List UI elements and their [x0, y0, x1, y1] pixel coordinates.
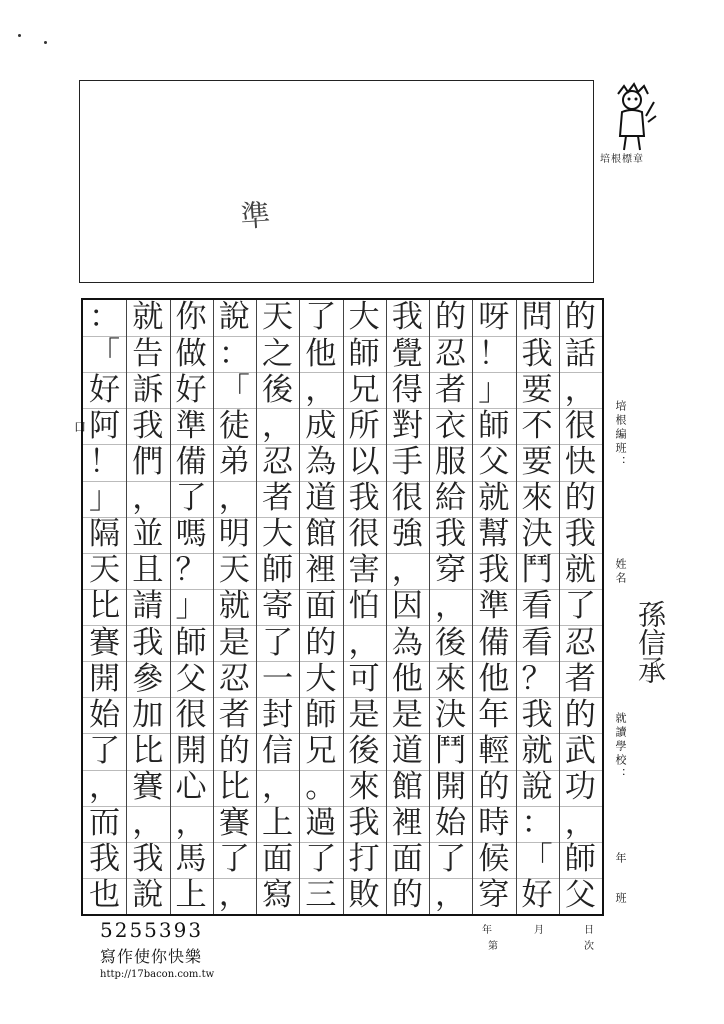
- grid-column: [256, 300, 299, 914]
- grid-character: 就: [564, 552, 596, 589]
- grid-character: 開: [89, 660, 121, 697]
- grid-character: 上: [175, 877, 207, 914]
- grid-character: 後: [262, 371, 294, 408]
- grid-character: 師: [348, 335, 380, 372]
- grid-column-line: [472, 300, 473, 914]
- grid-character: ？: [175, 552, 207, 589]
- grid-character: 很: [391, 480, 423, 517]
- grid-character: 的: [305, 624, 337, 661]
- grid-character: 我: [348, 805, 380, 842]
- grid-character: 請: [132, 588, 164, 625]
- grid-character: 師: [175, 624, 207, 661]
- grid-character: 的: [391, 877, 423, 914]
- grid-column-line: [170, 300, 171, 914]
- grid-character: 來: [435, 660, 467, 697]
- grid-character: ，: [262, 407, 294, 444]
- grid-character: 加: [132, 696, 164, 733]
- grid-character: ，: [218, 480, 250, 517]
- grid-column: [343, 300, 386, 914]
- grid-character: 寫: [262, 877, 294, 914]
- bacon-seal-logo: [608, 82, 658, 154]
- grid-character: ：: [521, 805, 553, 842]
- grid-character: 徒: [218, 407, 250, 444]
- grid-column: [429, 300, 472, 914]
- grid-column-line: [213, 300, 214, 914]
- student-name: 孫信承: [634, 600, 667, 684]
- grid-character: ，: [89, 769, 121, 805]
- grid-character: ，: [391, 552, 423, 589]
- grid-character: 忍: [262, 443, 294, 480]
- grid-character: 好: [175, 371, 207, 408]
- grid-character: 我: [132, 841, 164, 878]
- grid-character: 裡: [391, 805, 423, 842]
- grid-character: ，: [564, 371, 596, 408]
- grid-column: [559, 300, 602, 914]
- grid-character: 者: [262, 480, 294, 517]
- grid-character: 父: [175, 660, 207, 697]
- grid-character: 好: [521, 877, 553, 914]
- grid-character: 賽: [132, 769, 164, 805]
- grid-character: 也: [89, 877, 121, 914]
- grid-character: 怕: [348, 588, 380, 625]
- grid-character: 忍: [564, 624, 596, 661]
- grid-character: 參: [132, 660, 164, 697]
- grid-character: 者: [218, 696, 250, 733]
- grid-character: 因: [391, 588, 423, 625]
- grid-character: 忍: [218, 660, 250, 697]
- grid-character: 的: [564, 299, 596, 336]
- grid-character: ，: [564, 805, 596, 842]
- grid-character: 備: [175, 443, 207, 480]
- grid-character: 我: [564, 516, 596, 553]
- grid-character: 館: [391, 769, 423, 805]
- date-row: [482, 921, 612, 952]
- grid-character: 師: [478, 407, 510, 444]
- grid-character: 隔: [89, 516, 121, 553]
- grid-character: ，: [435, 588, 467, 625]
- grid-character: 了: [175, 480, 207, 517]
- grid-character: 比: [132, 732, 164, 769]
- grid-character: 衣: [435, 407, 467, 444]
- grid-character: 」: [478, 371, 510, 408]
- grid-character: 手: [391, 443, 423, 480]
- grid-column: [213, 300, 256, 914]
- grid-character: 賽: [218, 805, 250, 842]
- paper-speck: [44, 41, 47, 44]
- grid-character: 「: [521, 841, 553, 878]
- grid-character: 的: [218, 732, 250, 769]
- grid-character: ！: [478, 335, 510, 372]
- grid-character: 道: [305, 480, 337, 517]
- grid-character: 「: [218, 371, 250, 408]
- grid-character: 師: [564, 841, 596, 878]
- grid-character: 年: [478, 696, 510, 733]
- grid-character: 服: [435, 443, 467, 480]
- grid-character: 是: [391, 696, 423, 733]
- grid-column: [126, 300, 169, 914]
- grid-character: 要: [521, 443, 553, 480]
- grid-character: 就: [521, 732, 553, 769]
- grid-column-line: [386, 300, 387, 914]
- grid-character: 我: [132, 407, 164, 444]
- manuscript-grid: [81, 298, 604, 916]
- grid-character: 天: [262, 299, 294, 336]
- margin-mark: 口: [74, 420, 87, 434]
- grid-character: 以: [348, 443, 380, 480]
- grid-character: 而: [89, 805, 121, 842]
- grid-character: 得: [391, 371, 423, 408]
- grid-character: 我: [521, 696, 553, 733]
- date-di: 第: [488, 941, 498, 952]
- grid-character: 且: [132, 552, 164, 589]
- grid-character: 兄: [305, 732, 337, 769]
- grid-character: 對: [391, 407, 423, 444]
- grid-character: 來: [348, 769, 380, 805]
- grid-character: 候: [478, 841, 510, 878]
- grid-character: 所: [348, 407, 380, 444]
- grid-character: 給: [435, 480, 467, 517]
- grid-character: 決: [435, 696, 467, 733]
- grid-character: 來: [521, 480, 553, 517]
- grid-character: 明: [218, 516, 250, 553]
- brand-url[interactable]: http://17bacon.com.tw: [100, 969, 215, 980]
- grid-column-line: [126, 300, 127, 914]
- grid-character: 準: [175, 407, 207, 444]
- grid-character: 了: [564, 588, 596, 625]
- grid-character: ，: [305, 371, 337, 408]
- grid-character: 馬: [175, 841, 207, 878]
- grid-character: 賽: [89, 624, 121, 661]
- date-month: 月: [534, 925, 544, 936]
- grid-character: 父: [564, 877, 596, 914]
- grid-character: ，: [132, 480, 164, 517]
- teacher-comment-text: 準: [239, 197, 272, 235]
- grid-character: 的: [564, 480, 596, 517]
- grid-character: 忍: [435, 335, 467, 372]
- grid-character: 」: [89, 480, 121, 517]
- grid-character: 兄: [348, 371, 380, 408]
- brand-slogan: 寫作使你快樂: [100, 947, 203, 966]
- grid-character: 面: [391, 841, 423, 878]
- grid-character: 寄: [262, 588, 294, 625]
- class-label: 培根編班：: [614, 400, 627, 470]
- grid-column-line: [256, 300, 257, 914]
- grid-character: 訴: [132, 371, 164, 408]
- grid-character: 看: [521, 588, 553, 625]
- grid-character: 的: [478, 769, 510, 805]
- grid-character: 害: [348, 552, 380, 589]
- grid-character: 時: [478, 805, 510, 842]
- grid-column-line: [429, 300, 430, 914]
- grid-column: [386, 300, 429, 914]
- grid-character: 嗎: [175, 516, 207, 553]
- grid-character: 告: [132, 335, 164, 372]
- grid-column: [472, 300, 515, 914]
- class-number-label: 班: [614, 892, 627, 906]
- grid-character: 功: [564, 769, 596, 805]
- grid-character: 就: [218, 588, 250, 625]
- grid-character: 阿: [89, 407, 121, 444]
- grid-character: 很: [175, 696, 207, 733]
- grid-character: 們: [132, 443, 164, 480]
- grid-character: 穿: [478, 877, 510, 914]
- grid-character: 了: [305, 841, 337, 878]
- grid-character: 為: [391, 624, 423, 661]
- grid-character: 很: [348, 516, 380, 553]
- grid-character: 師: [305, 696, 337, 733]
- grid-character: 上: [262, 805, 294, 842]
- grid-character: ：: [89, 299, 121, 336]
- grid-character: ？: [521, 660, 553, 697]
- grid-character: 。: [305, 769, 337, 805]
- grid-column-line: [343, 300, 344, 914]
- grid-column: [516, 300, 559, 914]
- date-day: 日: [584, 925, 594, 936]
- grid-character: 後: [348, 732, 380, 769]
- grid-character: 做: [175, 335, 207, 372]
- grid-character: ！: [89, 443, 121, 480]
- grid-character: 了: [262, 624, 294, 661]
- grid-character: 道: [391, 732, 423, 769]
- grid-character: 幫: [478, 516, 510, 553]
- paper-speck: [18, 34, 21, 37]
- grid-character: 天: [218, 552, 250, 589]
- name-label: 姓名: [614, 558, 627, 586]
- grid-character: 心: [175, 769, 207, 805]
- grid-column: [299, 300, 342, 914]
- grid-character: 可: [348, 660, 380, 697]
- grid-character: 館: [305, 516, 337, 553]
- grid-column-line: [559, 300, 560, 914]
- grid-character: 裡: [305, 552, 337, 589]
- grid-character: 你: [175, 299, 207, 336]
- grid-character: 了: [305, 299, 337, 336]
- grid-character: 覺: [391, 335, 423, 372]
- grid-character: 是: [348, 696, 380, 733]
- grid-character: 就: [478, 480, 510, 517]
- grid-character: 看: [521, 624, 553, 661]
- brand-footer: [100, 918, 214, 980]
- grid-character: 就: [132, 299, 164, 336]
- grid-character: 是: [218, 624, 250, 661]
- grid-character: 始: [89, 696, 121, 733]
- grid-character: 」: [175, 588, 207, 625]
- grid-character: 快: [564, 443, 596, 480]
- seal-label: 培根標章: [600, 154, 644, 165]
- grid-character: 敗: [348, 877, 380, 914]
- grid-character: 的: [435, 299, 467, 336]
- grid-character: 問: [521, 299, 553, 336]
- grid-character: 面: [305, 588, 337, 625]
- grid-character: 呀: [478, 299, 510, 336]
- grid-character: 開: [435, 769, 467, 805]
- grid-character: 他: [305, 335, 337, 372]
- grid-character: 好: [89, 371, 121, 408]
- grid-column: [83, 300, 126, 914]
- grid-character: 決: [521, 516, 553, 553]
- grid-character: 大: [348, 299, 380, 336]
- school-label: 就讀學校：: [614, 712, 627, 782]
- grid-character: ，: [262, 769, 294, 805]
- grid-character: 大: [262, 516, 294, 553]
- grid-character: 了: [218, 841, 250, 878]
- grid-character: 一: [262, 660, 294, 697]
- grade-label: 年: [614, 852, 627, 866]
- grid-character: 備: [478, 624, 510, 661]
- grid-character: 打: [348, 841, 380, 878]
- grid-character: 者: [564, 660, 596, 697]
- grid-character: 要: [521, 371, 553, 408]
- grid-character: 了: [435, 841, 467, 878]
- grid-character: 為: [305, 443, 337, 480]
- grid-character: 鬥: [435, 732, 467, 769]
- grid-character: 比: [218, 769, 250, 805]
- grid-character: 說: [218, 299, 250, 336]
- grid-character: 他: [391, 660, 423, 697]
- grid-character: 封: [262, 696, 294, 733]
- grid-character: 信: [262, 732, 294, 769]
- grid-character: 我: [132, 624, 164, 661]
- grid-character: 面: [262, 841, 294, 878]
- grid-character: 「: [89, 335, 121, 372]
- grid-character: 鬥: [521, 552, 553, 589]
- grid-character: 強: [391, 516, 423, 553]
- grid-character: 說: [521, 769, 553, 805]
- grid-column: [170, 300, 213, 914]
- grid-character: 成: [305, 407, 337, 444]
- grid-character: 比: [89, 588, 121, 625]
- date-year: 年: [482, 925, 492, 936]
- grid-character: 者: [435, 371, 467, 408]
- grid-character: 穿: [435, 552, 467, 589]
- date-ci: 次: [584, 941, 594, 952]
- grid-character: ，: [218, 877, 250, 914]
- grid-character: 後: [435, 624, 467, 661]
- grid-character: ，: [132, 805, 164, 842]
- grid-character: 大: [305, 660, 337, 697]
- grid-character: 父: [478, 443, 510, 480]
- grid-character: 的: [564, 696, 596, 733]
- grid-character: 我: [478, 552, 510, 589]
- grid-character: 我: [521, 335, 553, 372]
- brand-number: 5255393: [100, 918, 204, 942]
- grid-character: 師: [262, 552, 294, 589]
- grid-character: ，: [175, 805, 207, 842]
- grid-character: 我: [348, 480, 380, 517]
- grid-character: 始: [435, 805, 467, 842]
- grid-character: 他: [478, 660, 510, 697]
- grid-character: 話: [564, 335, 596, 372]
- grid-character: ，: [435, 877, 467, 914]
- grid-character: 很: [564, 407, 596, 444]
- grid-character: 之: [262, 335, 294, 372]
- grid-character: 說: [132, 877, 164, 914]
- grid-character: 準: [478, 588, 510, 625]
- grid-column-line: [299, 300, 300, 914]
- grid-character: 武: [564, 732, 596, 769]
- grid-character: 了: [89, 732, 121, 769]
- grid-character: 開: [175, 732, 207, 769]
- grid-character: 不: [521, 407, 553, 444]
- grid-character: 弟: [218, 443, 250, 480]
- grid-column-line: [516, 300, 517, 914]
- grid-character: ，: [348, 624, 380, 661]
- grid-character: 輕: [478, 732, 510, 769]
- grid-character: 我: [435, 516, 467, 553]
- grid-character: ：: [218, 335, 250, 372]
- grid-character: 天: [89, 552, 121, 589]
- teacher-comment-box: [79, 80, 594, 283]
- grid-character: 我: [89, 841, 121, 878]
- grid-character: 並: [132, 516, 164, 553]
- grid-character: 三: [305, 877, 337, 914]
- grid-character: 過: [305, 805, 337, 842]
- grid-character: 我: [391, 299, 423, 336]
